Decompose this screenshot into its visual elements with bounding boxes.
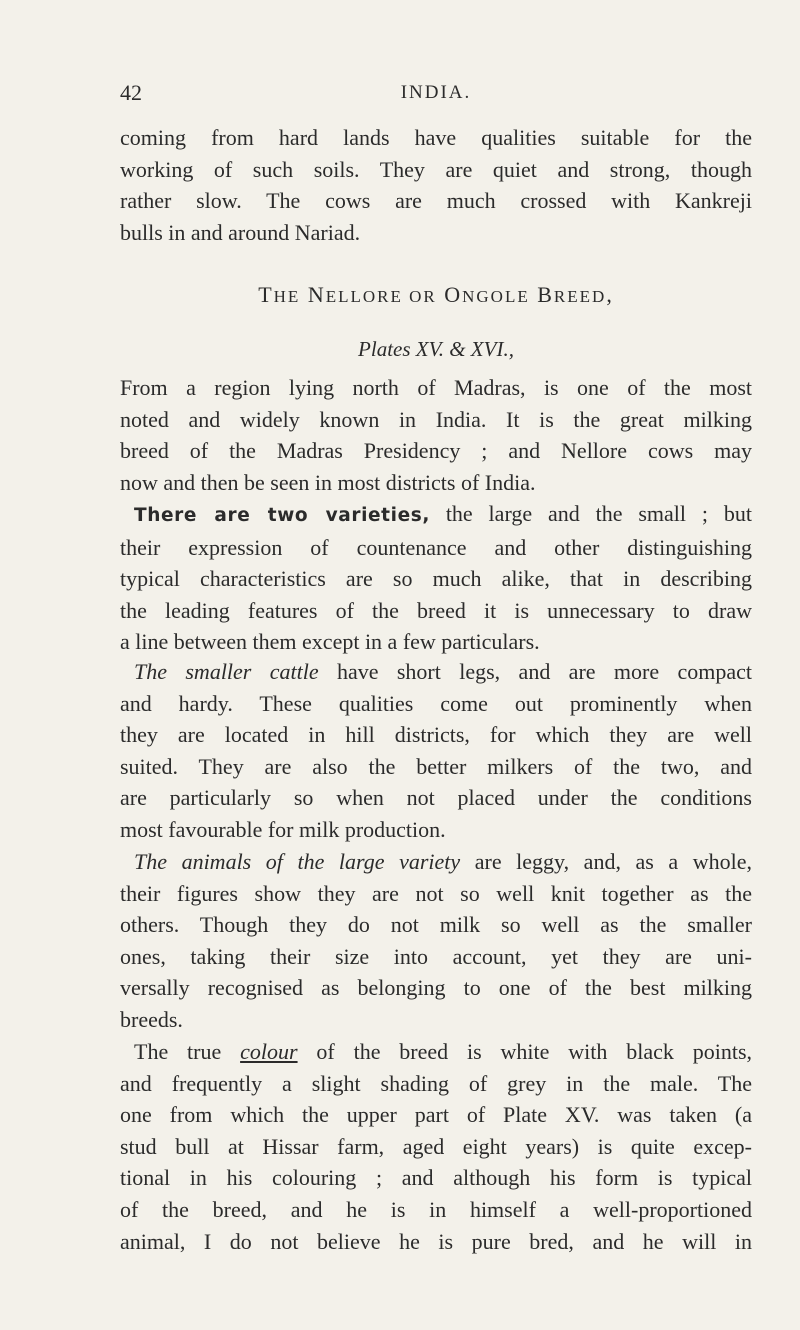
text-line: stud bull at Hissar farm, aged eight years) is quite excep- (120, 1133, 752, 1159)
text-line: they are located in hill districts, for which they are well (120, 722, 752, 748)
text-line: breed of the Madras Presidency ; and Nellore cows may (120, 438, 752, 464)
text-line (120, 656, 752, 688)
plates-subheading (120, 337, 752, 362)
text-line: rather slow. The cows are much crossed with Kankreji (120, 188, 752, 214)
plates-reference: Plates XV. & XVI., (358, 337, 514, 361)
text-line: working of such soils. They are quiet and strong, though (120, 156, 752, 182)
text-line: one from which the upper part of Plate XV. was taken (a (120, 1102, 752, 1128)
text-line: animal, I do not believe he is pure bred, and he will in (120, 1228, 752, 1254)
text-line: are particularly so when not placed under the conditions (120, 785, 752, 811)
bold-phrase: There are two varieties, (134, 505, 430, 526)
heading-part: O (436, 282, 463, 307)
heading-part: NGOLE (462, 287, 530, 306)
text-line: breeds. (120, 1006, 183, 1032)
text-line: others. Though they do not milk so well as the smaller (120, 912, 752, 938)
paragraph-5 (120, 846, 752, 1036)
heading-part: HE (273, 287, 301, 306)
paragraph-2 (120, 372, 752, 498)
paragraph-3 (120, 498, 752, 658)
text-line: most favourable for milk production. (120, 816, 446, 842)
page-header (120, 80, 752, 110)
heading-part: T (258, 282, 274, 307)
text-line: bulls in and around Nariad. (120, 219, 361, 245)
text-line: ones, taking their size into account, yet they are uni- (120, 943, 752, 969)
text-fragment: of the breed is white with black points, (297, 1039, 752, 1064)
text-fragment: are leggy, and, as a whole, (460, 849, 752, 874)
italic-phrase: The smaller cattle (134, 659, 319, 684)
text-line (120, 1036, 752, 1068)
text-line: and frequently a slight shading of grey in the male. The (120, 1070, 752, 1096)
paragraph-6 (120, 1036, 752, 1257)
text-line: of the breed, and he is in himself a well-proportioned (120, 1196, 752, 1222)
text-line: their figures show they are not so well knit together as the (120, 880, 752, 906)
text-line: versally recognised as belonging to one of the best milking (120, 975, 752, 1001)
text-line: and hardy. These qualities come out prominently when (120, 690, 752, 716)
text-fragment: The true (134, 1039, 241, 1064)
text-line: a line between them except in a few particulars. (120, 629, 540, 655)
text-line: coming from hard lands have qualities suitable for the (120, 125, 752, 150)
text-line: From a region lying north of Madras, is one of the most (120, 375, 752, 400)
text-fragment: have short legs, and are more compact (318, 659, 752, 684)
underlined-phrase: colour (240, 1039, 298, 1064)
italic-phrase: The animals of the large variety (134, 849, 461, 874)
text-line: typical characteristics are so much alike, that in describing (120, 566, 752, 592)
running-head: INDIA. (400, 82, 472, 103)
text-line: tional in his colouring ; and although his form is typical (120, 1165, 752, 1191)
heading-part: N (300, 282, 326, 307)
page-number: 42 (120, 80, 142, 105)
text-line: now and then be seen in most districts of India. (120, 469, 536, 495)
text-line: suited. They are also the better milkers of the two, and (120, 753, 752, 779)
heading-part: REED (553, 287, 607, 306)
paragraph-4 (120, 656, 752, 846)
text-line: noted and widely known in India. It is the great milking (120, 406, 752, 432)
paragraph-1 (120, 122, 752, 248)
text-line: the leading features of the breed it is unnecessary to draw (120, 597, 752, 623)
heading-part: B (529, 282, 554, 307)
text-fragment: the large and the small ; but (429, 501, 752, 526)
text-line (120, 846, 752, 878)
heading-part: , (606, 282, 614, 307)
heading-part: ELLORE OR (325, 287, 437, 306)
text-line (120, 498, 752, 532)
section-heading (120, 282, 752, 308)
text-line: their expression of countenance and other distinguishing (120, 534, 752, 560)
